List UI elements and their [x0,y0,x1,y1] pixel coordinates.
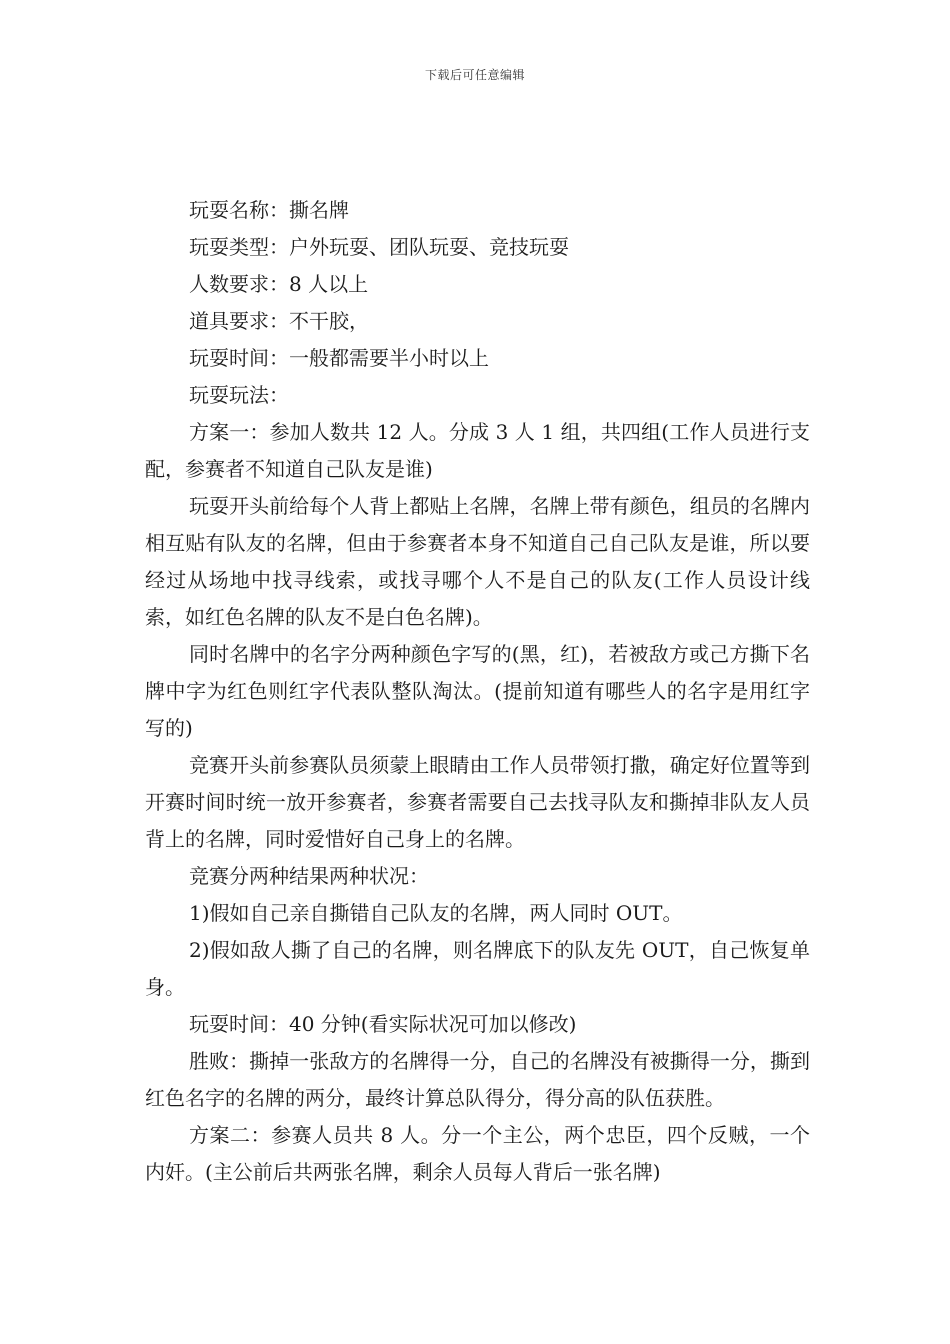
game-name-line: 玩耍名称：撕名牌 [189,198,349,222]
gameplay-heading: 玩耍玩法： [189,383,289,407]
document-body [145,192,810,1191]
duration-line: 玩耍时间：一般都需要半小时以上 [189,346,489,370]
game-type-line: 玩耍类型：户外玩耍、团队玩耍、竞技玩耍 [189,235,569,259]
play-time-line: 玩耍时间：40 分钟(看实际状况可加以修改) [189,1012,577,1036]
blindfold-start-paragraph: 竞赛开头前参赛队员须蒙上眼睛由工作人员带领打撒，确定好位置等到开赛时间时统一放开参赛者，参赛者需要自己去找寻队友和撕掉非队友人员背上的名牌，同时爱惜好自己身上的名牌。 [145,753,810,851]
plan-one-paragraph: 方案一：参加人数共 12 人。分成 3 人 1 组，共四组(工作人员进行支配，参赛者不知道自己队友是谁) [145,420,810,481]
plan-two-paragraph: 方案二：参赛人员共 8 人。分一个主公，两个忠臣，四个反贼，一个内奸。(主公前后共两张名牌，剩余人员每人背后一张名牌) [145,1123,810,1184]
outcome-one: 1)假如自己亲自撕错自己队友的名牌，两人同时 OUT。 [189,901,683,925]
name-tag-setup-paragraph: 玩耍开头前给每个人背上都贴上名牌，名牌上带有颜色，组员的名牌内相互贴有队友的名牌，但由于参赛者本身不知道自己自己队友是谁，所以要经过从场地中找寻线索，或找寻哪个人不是自己的队友(工作人员设计线索，如红色名牌的队友不是白色名牌)。 [145,494,810,629]
props-line: 道具要求：不干胶， [189,309,369,333]
headcount-line: 人数要求：8 人以上 [189,272,369,296]
name-color-paragraph: 同时名牌中的名字分两种颜色字写的(黑，红)，若被敌方或己方撕下名牌中字为红色则红字代表队整队淘汰。(提前知道有哪些人的名字是用红字写的) [145,642,810,740]
outcome-two: 2)假如敌人撕了自己的名牌，则名牌底下的队友先 OUT，自己恢复单身。 [145,938,810,999]
scoring-paragraph: 胜败：撕掉一张敌方的名牌得一分，自己的名牌没有被撕得一分，撕到红色名字的名牌的两分，最终计算总队得分，得分高的队伍获胜。 [145,1049,810,1110]
page-header: 下载后可任意编辑 [424,68,525,82]
outcomes-heading: 竞赛分两种结果两种状况： [189,864,429,888]
